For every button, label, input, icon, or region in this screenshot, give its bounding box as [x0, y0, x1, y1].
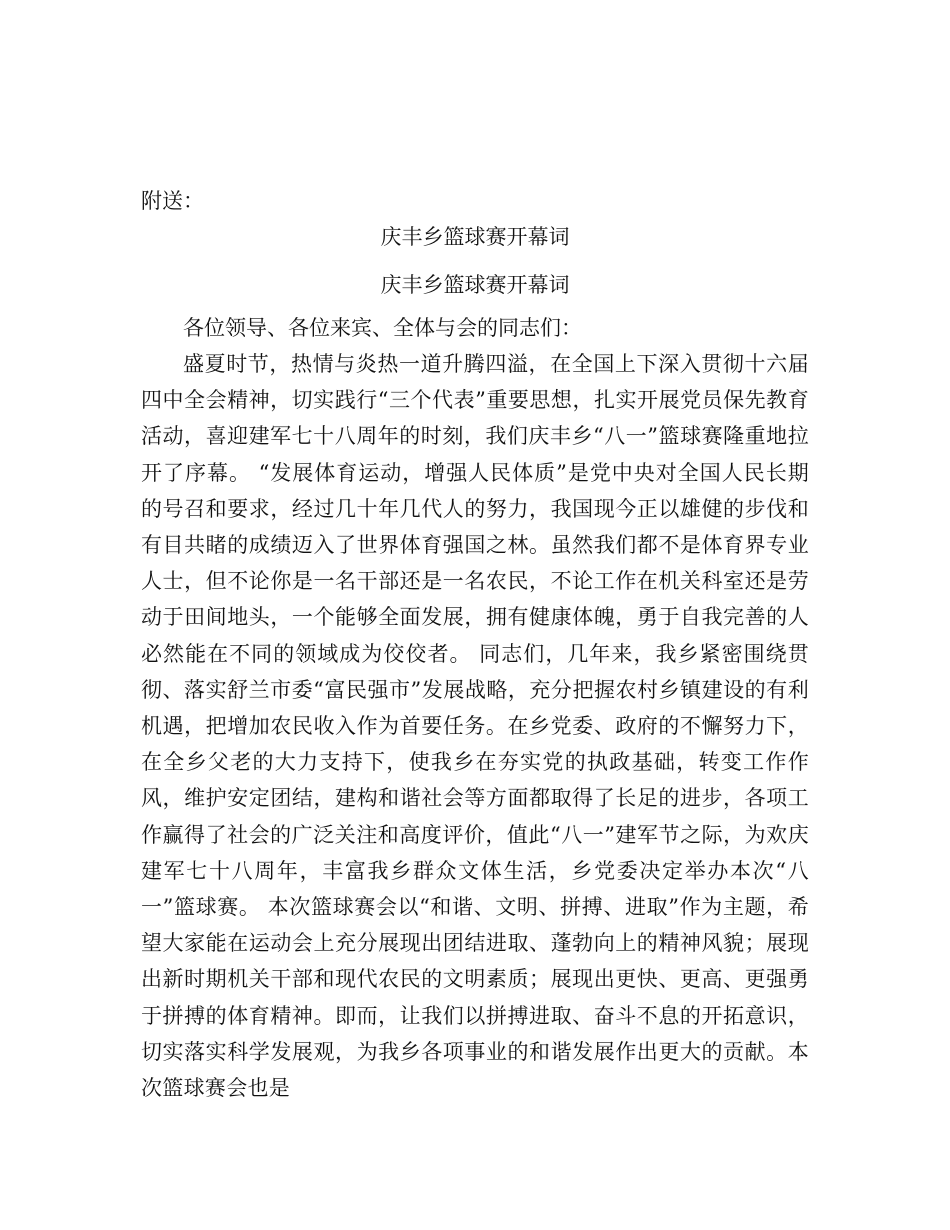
document-title: 庆丰乡篮球赛开幕词: [380, 225, 570, 249]
salutation: 各位领导、各位来宾、全体与会的同志们：: [183, 316, 582, 340]
body-paragraph: 盛夏时节，热情与炎热一道升腾四溢，在全国上下深入贯彻十六届四中全会精神，切实践行“三个代表”重要思想，扎实开展党员保先教育活动，喜迎建军七十八周年的时刻，我们庆丰乡“八一”篮球赛隆重地拉开了序幕。 “发展体育运动，增强人民体质”是党中央对全国人民长期的号召和要求，经过几十年几代人的努力，我国现今正以雄健的步伐和有目共睹的成绩迈入了世界体育强国之林。虽然我们都不是体育界专业人士，但不论你是一名干部还是一名农民，不论工作在机关科室还是劳动于田间地头，一个能够全面发展，拥有健康体魄，勇于自我完善的人必然能在不同的领域成为佼佼者。 同志们，几年来，我乡紧密围绕贯彻、落实舒兰市委“富民强市”发展战略，充分把握农村乡镇建设的有利机遇，把增加农民收入作为首要任务。在乡党委、政府的不懈努力下，在全乡父老的大力支持下，使我乡在夯实党的执政基础，转变工作作风，维护安定团结，建构和谐社会等方面都取得了长足的进步，各项工作赢得了社会的广泛关注和高度评价，值此“八一”建军节之际，为欢庆建军七十八周年，丰富我乡群众文体生活，乡党委决定举办本次“八一”篮球赛。 本次篮球赛会以“和谐、文明、拼搏、进取”作为主题，希望大家能在运动会上充分展现出团结进取、蓬勃向上的精神风貌；展现出新时期机关干部和现代农民的文明素质；展现出更快、更高、更强勇于拼搏的体育精神。即而，让我们以拼搏进取、奋斗不息的开拓意识，切实落实科学发展观，为我乡各项事业的和谐发展作出更大的贡献。本次篮球赛会也是: [141, 352, 809, 1101]
attachment-label: 附送：: [141, 189, 204, 213]
document-subtitle: 庆丰乡篮球赛开幕词: [380, 273, 570, 297]
